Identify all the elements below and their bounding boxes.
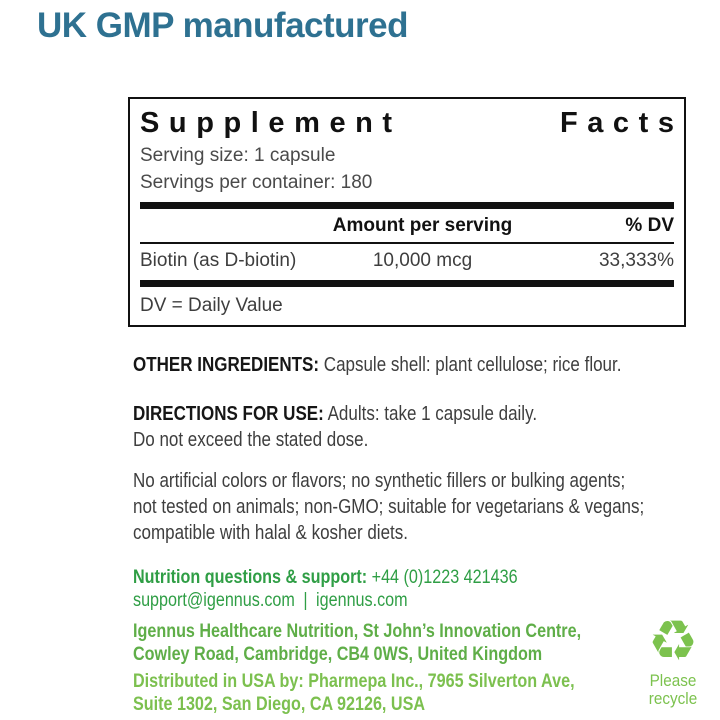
page-title: UK GMP manufactured bbox=[37, 6, 409, 45]
support-phone-line bbox=[133, 566, 518, 589]
distributor-line-2: Suite 1302, San Diego, CA 92126, USA bbox=[133, 694, 426, 715]
table-row-biotin bbox=[140, 244, 674, 280]
recycle-text-line-1: Please bbox=[649, 671, 697, 690]
support-contact-block bbox=[133, 566, 585, 612]
heading-word-supplement: Supplement bbox=[140, 107, 402, 139]
nutrient-name: Biotin (as D-biotin) bbox=[140, 250, 297, 271]
claims-line-3: compatible with halal & kosher diets. bbox=[133, 522, 408, 544]
nutrient-amount: 10,000 mcg bbox=[372, 250, 473, 271]
manufacturer-address-1: St John’s Innovation Centre, bbox=[358, 621, 582, 642]
directions-text: Adults: take 1 capsule daily. bbox=[323, 403, 538, 425]
directions-line-1 bbox=[133, 401, 537, 427]
recycle-block bbox=[628, 609, 718, 708]
divider-thick-top bbox=[140, 202, 674, 209]
directions-label: DIRECTIONS FOR USE: bbox=[133, 403, 324, 425]
manufacturer-address-2: Cowley Road, Cambridge, CB4 0WS, United Kingdom bbox=[133, 644, 543, 665]
facts-header-row bbox=[140, 209, 674, 242]
serving-size-line: Serving size: 1 capsule bbox=[140, 145, 336, 166]
manufacturer-address-block bbox=[133, 620, 660, 666]
claims-line-1: No artificial colors or flavors; no synthetic fillers or bulking agents; bbox=[133, 470, 626, 492]
supplement-facts-panel bbox=[128, 97, 686, 327]
dv-footnote: DV = Daily Value bbox=[140, 295, 283, 316]
support-links-line bbox=[133, 589, 518, 612]
other-ingredients-line bbox=[133, 352, 621, 378]
divider-thick-bottom bbox=[140, 280, 674, 287]
column-header-dv: % DV bbox=[625, 215, 674, 236]
servings-per-container-line: Servings per container: 180 bbox=[140, 172, 373, 193]
manufacturer-line-1 bbox=[133, 620, 581, 643]
recycle-text-line-2: recycle bbox=[648, 689, 698, 708]
distributor-address-block bbox=[133, 670, 652, 716]
directions-line-2: Do not exceed the stated dose. bbox=[133, 429, 369, 451]
supplement-facts-heading bbox=[140, 107, 684, 140]
support-email: support@igennus.com bbox=[133, 590, 295, 611]
support-label: Nutrition questions & support: bbox=[133, 567, 368, 588]
other-ingredients-label: OTHER INGREDIENTS: bbox=[133, 354, 320, 376]
directions-section bbox=[133, 401, 608, 453]
support-phone: +44 (0)1223 421436 bbox=[367, 567, 518, 588]
manufacturer-name: Igennus Healthcare Nutrition, bbox=[133, 621, 359, 642]
product-claims-section bbox=[133, 468, 720, 546]
nutrient-dv: 33,333% bbox=[598, 250, 674, 271]
other-ingredients-text: Capsule shell: plant cellulose; rice flour. bbox=[319, 354, 622, 376]
link-separator: | bbox=[303, 590, 308, 611]
support-website: igennus.com bbox=[316, 590, 408, 611]
distributor-line-1: Distributed in USA by: Pharmepa Inc., 7965 Silverton Ave, bbox=[133, 671, 575, 692]
claims-line-2: not tested on animals; non-GMO; suitable for vegetarians & vegans; bbox=[133, 496, 645, 518]
heading-word-facts: Facts bbox=[559, 107, 684, 139]
other-ingredients-section bbox=[133, 352, 708, 378]
column-header-amount: Amount per serving bbox=[332, 215, 513, 236]
recycle-icon: ♻ bbox=[647, 609, 699, 674]
